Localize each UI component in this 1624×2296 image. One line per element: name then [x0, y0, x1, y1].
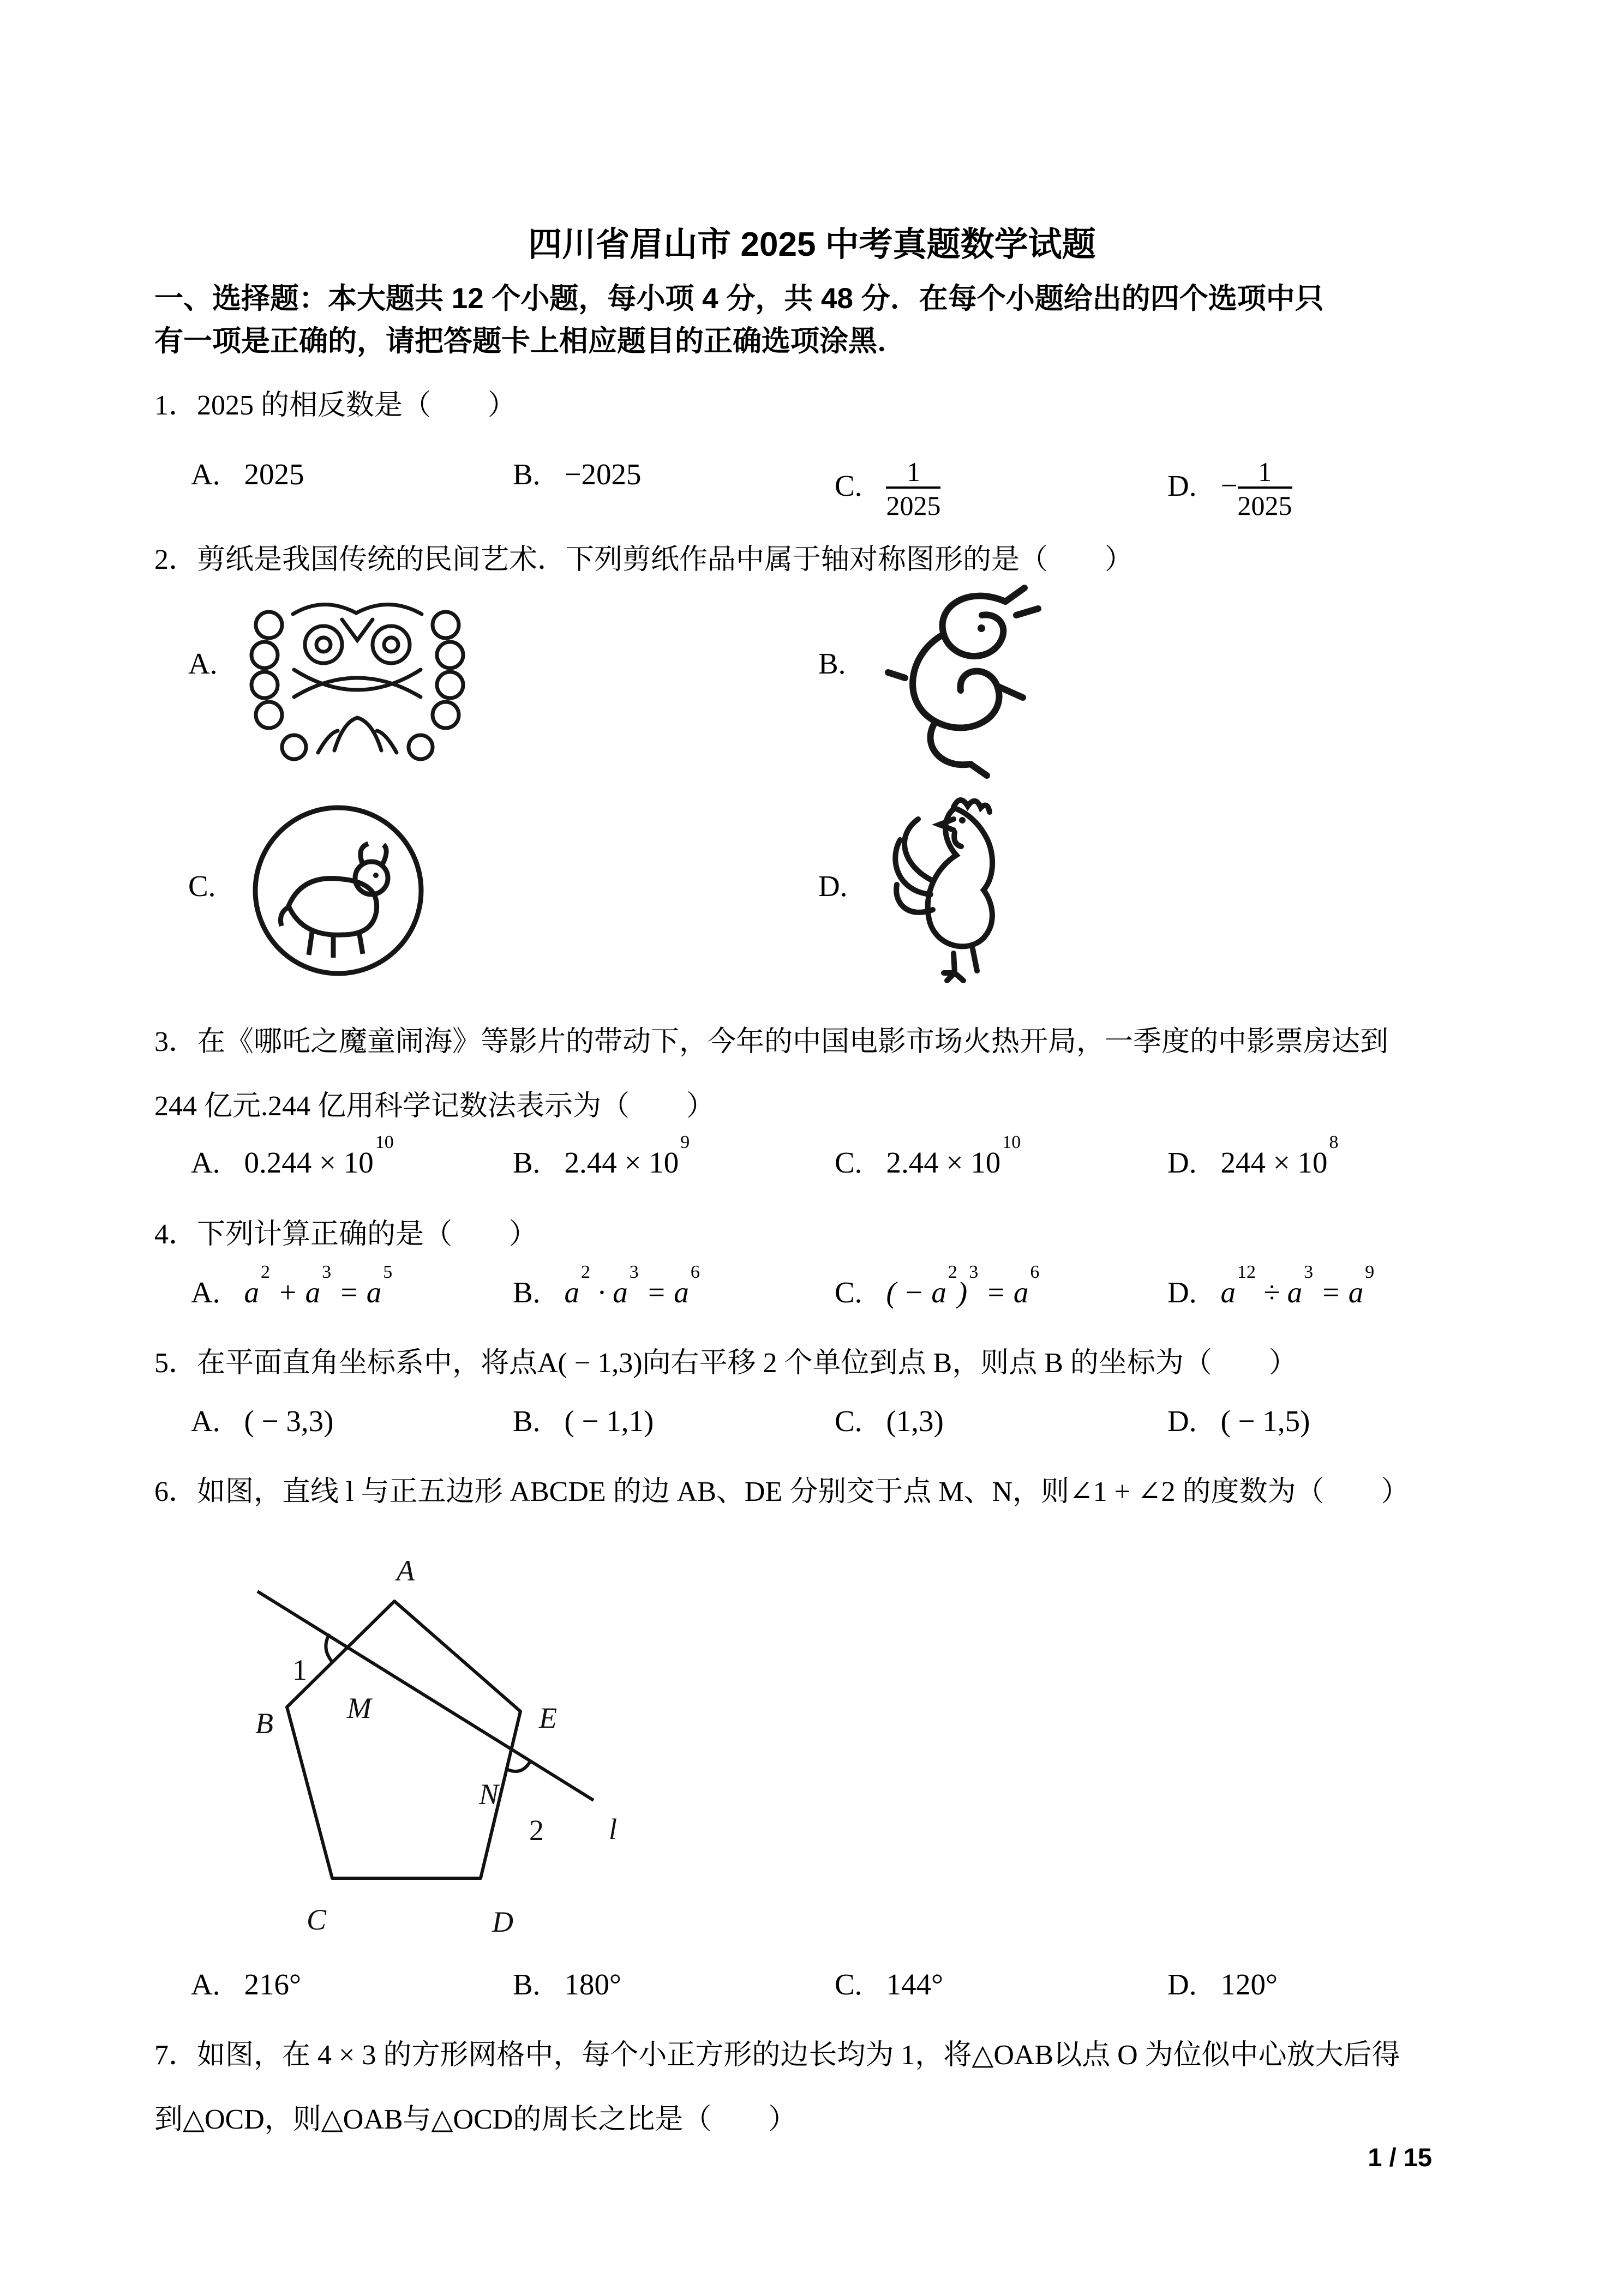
q1-option-d-sign: − [1220, 468, 1238, 502]
q6-option-a: A. 216° [191, 1968, 301, 2001]
page-number: 1 / 15 [1368, 2143, 1432, 2172]
pentagon-vertex-c-label: C [307, 1903, 327, 1936]
q1-option-c-label: C. [835, 468, 862, 502]
q3-option-a: A. $0.244 \times 10^{10}$ [191, 1132, 394, 1179]
q2-image-d-label: D. [818, 869, 848, 903]
question-3-stem-line2: 244 亿元.244 亿用科学记数法表示为（ ） [154, 1091, 715, 1122]
q2-image-c-label: C. [188, 869, 216, 903]
q6-option-d: D. 120° [1167, 1968, 1278, 2001]
question-1-stem: 1．2025 的相反数是（ ） [154, 390, 517, 421]
q1-option-b [513, 457, 641, 491]
pentagon-figure [240, 1554, 660, 1936]
q1-option-c-fraction: $\frac{1}{2025}$ [886, 456, 941, 521]
q6-option-c: C. 144° [835, 1968, 943, 2001]
q1-option-c [835, 457, 940, 520]
paper-cut-ox-image [248, 801, 428, 981]
q1-option-b-label: B. [513, 458, 541, 491]
q3-option-d: D. $244 \times 10^8$ [1167, 1132, 1339, 1179]
q4-option-b: B. $a^2 \cdot a^3 = a^6$ [513, 1261, 700, 1309]
question-7-stem-line1: 7．如图，在 4 × 3 的方形网格中，每个小正方形的边长均为 1，将△OAB以点 O 为位似中心放大后得 [154, 2040, 1400, 2071]
q4-option-a: A. $a^2 + a^3 = a^5$ [191, 1261, 393, 1309]
question-2-stem: 2．剪纸是我国传统的民间艺术．下列剪纸作品中属于轴对称图形的是（ ） [154, 544, 1134, 575]
q4-option-c: C. ( − $a^2)^3 = a^6$ [835, 1261, 1040, 1309]
pentagon-angle-2-label: 2 [529, 1814, 544, 1847]
q2-image-a-label: A. [188, 647, 218, 680]
q1-option-a-label: A. [191, 458, 220, 491]
page-title: 四川省眉山市 2025 中考真题数学试题 [528, 226, 1096, 263]
pentagon-vertex-a-label: A [397, 1554, 415, 1587]
pentagon-vertex-e-label: E [539, 1702, 557, 1734]
q3-option-b: B. $2.44 \times 10^9$ [513, 1132, 690, 1179]
paper-cut-double-fish-image [248, 588, 466, 765]
question-4-stem: 4．下列计算正确的是（ ） [154, 1219, 538, 1250]
paper-cut-rooster-image [873, 786, 1017, 983]
pentagon-vertex-b-label: B [255, 1707, 273, 1740]
question-6-stem: 6．如图，直线 l 与正五边形 ABCDE 的边 AB、DE 分别交于点 M、N，则∠1 + ∠2 的度数为（ ） [154, 1476, 1410, 1507]
paper-cut-phoenix-image [870, 577, 1056, 782]
q1-option-b-value: −2025 [564, 458, 642, 491]
q5-option-d: D. ( − 1,5) [1167, 1404, 1310, 1438]
q6-option-b: B. 180° [513, 1968, 621, 2001]
q5-option-c: C. (1,3) [835, 1404, 944, 1438]
pentagon-point-n-label: N [479, 1778, 499, 1811]
q1-option-d [1167, 457, 1292, 520]
pentagon-vertex-d-label: D [492, 1906, 513, 1936]
q1-option-a [191, 457, 304, 491]
pentagon-point-m-label: M [347, 1692, 371, 1724]
q5-option-a: A. ( − 3,3) [191, 1404, 334, 1438]
q1-option-d-label: D. [1167, 468, 1197, 502]
q1-option-d-fraction: $\frac{1}{2025}$ [1237, 456, 1292, 521]
question-3-stem-line1: 3．在《哪吒之魔童闹海》等影片的带动下，今年的中国电影市场火热开局，一季度的中影票房达到 [154, 1026, 1389, 1057]
q5-option-b: B. ( − 1,1) [513, 1404, 654, 1438]
q2-image-b-label: B. [818, 647, 846, 680]
pentagon-angle-1-label: 1 [292, 1654, 307, 1686]
question-7-stem-line2: 到△OCD，则△OAB与△OCD的周长之比是（ ） [154, 2104, 797, 2135]
q4-option-d: D. $a^{12} \div a^3 = a^9$ [1167, 1261, 1375, 1309]
q3-option-c: C. $2.44 \times 10^{10}$ [835, 1132, 1021, 1179]
section-heading-line1: 一、选择题：本大题共 12 个小题，每小项 4 分，共 48 分．在每个小题给出的四个选项中只 [154, 283, 1324, 315]
q1-option-a-value: 2025 [244, 458, 304, 491]
question-5-stem: 5．在平面直角坐标系中，将点A( − 1,3)向右平移 2 个单位到点 B，则点 B 的坐标为（ ） [154, 1348, 1297, 1379]
pentagon-line-l-label: l [609, 1813, 618, 1846]
section-heading-line2: 有一项是正确的，请把答题卡上相应题目的正确选项涂黑． [154, 325, 906, 357]
